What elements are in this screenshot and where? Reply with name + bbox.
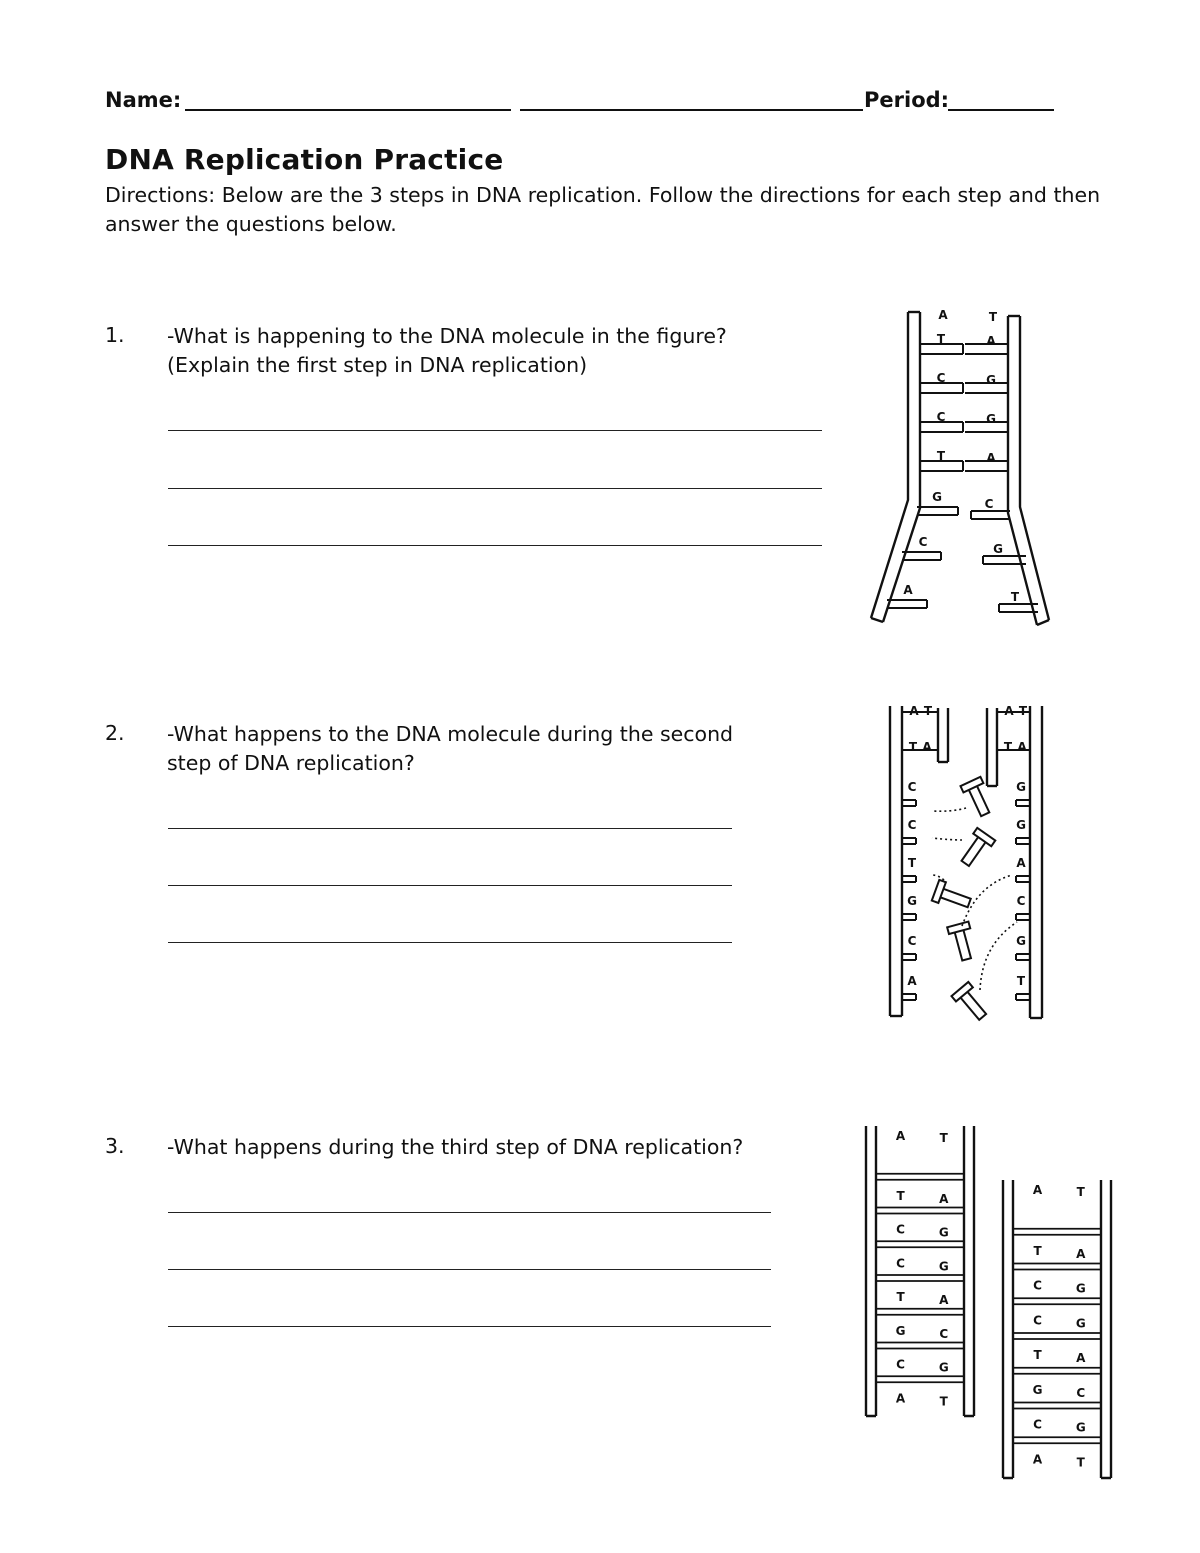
- period-label: Period:: [864, 88, 950, 112]
- base-label: C: [907, 818, 917, 832]
- answer-line-3a[interactable]: [168, 1212, 771, 1213]
- base-label: T: [896, 1188, 905, 1203]
- base-label: T: [939, 1394, 948, 1409]
- split-base-left: [917, 507, 958, 515]
- question-1-text: [167, 322, 727, 380]
- base-pair-rung: [1013, 1229, 1101, 1235]
- period-field[interactable]: [948, 109, 1054, 111]
- base-label: T: [923, 704, 933, 718]
- base-label: G: [932, 490, 942, 504]
- backbone-right: [964, 1126, 974, 1416]
- question-1-line-1: -What is happening to the DNA molecule in the figure?: [167, 324, 727, 348]
- base-label: A: [939, 1293, 949, 1307]
- base-pair-rung: [1013, 1264, 1101, 1270]
- base-label: T: [936, 449, 946, 463]
- base-pair-rung: [876, 1208, 964, 1214]
- base-label: G: [1075, 1281, 1086, 1296]
- base-label: T: [936, 332, 946, 346]
- exposed-base-left: [902, 800, 916, 806]
- base-label: G: [1016, 818, 1026, 832]
- exposed-base-right: [1016, 954, 1030, 960]
- base-label: T: [907, 856, 917, 870]
- base-label: G: [938, 1225, 949, 1240]
- base-label: T: [1018, 704, 1028, 718]
- base-label: T: [896, 1290, 905, 1304]
- base-label: C: [907, 780, 917, 794]
- base-pair-rung: [1013, 1333, 1101, 1339]
- base-label: A: [939, 1191, 949, 1206]
- base-label: G: [986, 412, 996, 426]
- base-label: A: [1076, 1351, 1086, 1365]
- base-label: C: [1033, 1313, 1042, 1328]
- name-field-continued[interactable]: [520, 109, 863, 111]
- answer-line-3c[interactable]: [168, 1326, 771, 1327]
- base-label: T: [1010, 590, 1020, 604]
- exposed-base-left: [902, 994, 916, 1000]
- base-label: G: [1032, 1382, 1043, 1397]
- answer-line-1c[interactable]: [168, 545, 822, 546]
- question-2-number: 2.: [105, 721, 125, 745]
- backbone-left: [866, 1126, 876, 1416]
- base-label: A: [895, 1129, 906, 1143]
- base-label: G: [1075, 1316, 1086, 1331]
- base-label: T: [1033, 1243, 1042, 1258]
- base-label: C: [896, 1222, 905, 1237]
- exposed-base-right: [1016, 838, 1030, 844]
- base-label: G: [907, 894, 917, 908]
- figure-1-dna-unzipping: [855, 300, 1060, 635]
- base-label: A: [986, 451, 996, 465]
- answer-line-3b[interactable]: [168, 1269, 771, 1270]
- base-label: C: [918, 535, 928, 549]
- base-label: G: [938, 1259, 949, 1274]
- exposed-base-left: [902, 876, 916, 882]
- base-pair-rung: [1013, 1368, 1101, 1374]
- base-label: C: [1033, 1417, 1042, 1432]
- base-label: A: [909, 704, 919, 718]
- exposed-base-right: [1016, 800, 1030, 806]
- base-label: G: [895, 1323, 906, 1338]
- backbone-right: [1101, 1180, 1111, 1478]
- base-pair-rung: [876, 1343, 964, 1349]
- base-pair-rung: [876, 1376, 964, 1382]
- base-label: G: [1016, 780, 1026, 794]
- base-label: A: [903, 583, 913, 597]
- question-3-number: 3.: [105, 1134, 125, 1158]
- exposed-base-left: [902, 838, 916, 844]
- split-base-left: [902, 552, 941, 560]
- backbone-left: [1003, 1180, 1013, 1478]
- base-label: T: [1076, 1185, 1085, 1199]
- base-label: G: [1075, 1420, 1086, 1435]
- figure-3-daughter-dna: [858, 1118, 1123, 1488]
- base-label: G: [938, 1360, 949, 1375]
- name-field[interactable]: [185, 109, 511, 111]
- split-base-right: [971, 511, 1010, 519]
- base-pair-rung: [1013, 1437, 1101, 1443]
- question-1-line-2: (Explain the first step in DNA replication): [167, 353, 588, 377]
- base-label: C: [939, 1326, 949, 1341]
- base-label: T: [1033, 1348, 1042, 1362]
- question-2-text: [167, 720, 733, 778]
- base-label: C: [936, 410, 946, 424]
- base-label: A: [938, 308, 948, 322]
- base-label: G: [986, 373, 996, 387]
- base-label: C: [1016, 894, 1026, 908]
- directions-text: Directions: Below are the 3 steps in DNA replication. Follow the directions for each step and then answer the questions below.: [105, 183, 1101, 236]
- exposed-base-left: [902, 914, 916, 920]
- base-label: T: [908, 740, 918, 754]
- base-label: C: [1076, 1385, 1086, 1400]
- base-pair-rung: [876, 1309, 964, 1315]
- question-2-line-1: -What happens to the DNA molecule during the second: [167, 722, 734, 746]
- base-label: A: [1017, 740, 1027, 754]
- base-label: A: [986, 334, 996, 348]
- exposed-base-left: [902, 954, 916, 960]
- base-label: C: [907, 934, 917, 948]
- base-label: A: [1004, 704, 1014, 718]
- base-label: G: [1016, 934, 1026, 948]
- base-label: A: [895, 1391, 906, 1406]
- base-pair-rung: [1013, 1403, 1101, 1409]
- base-label: T: [1076, 1455, 1085, 1470]
- question-3-text: -What happens during the third step of DNA replication?: [167, 1135, 744, 1159]
- exposed-base-right: [1016, 876, 1030, 882]
- question-1-number: 1.: [105, 323, 125, 347]
- question-2-line-2: step of DNA replication?: [167, 751, 415, 775]
- base-label: T: [939, 1131, 948, 1145]
- base-pair-rung: [876, 1275, 964, 1281]
- base-label: G: [993, 542, 1003, 556]
- base-label: C: [896, 1357, 905, 1372]
- exposed-base-right: [1016, 914, 1030, 920]
- base-label: A: [1076, 1246, 1086, 1261]
- exposed-base-right: [1016, 994, 1030, 1000]
- base-label: T: [1016, 974, 1026, 988]
- base-label: C: [896, 1256, 905, 1271]
- base-label: A: [1032, 1183, 1043, 1197]
- answer-line-2b[interactable]: [168, 885, 732, 886]
- answer-line-2c[interactable]: [168, 942, 732, 943]
- base-label: C: [936, 371, 946, 385]
- name-label: Name:: [105, 88, 182, 112]
- base-pair-rung: [876, 1241, 964, 1247]
- figure-2-dna-replicating: [882, 700, 1057, 1030]
- base-label: A: [1016, 856, 1026, 870]
- answer-line-1b[interactable]: [168, 488, 822, 489]
- page-title: DNA Replication Practice: [105, 143, 504, 176]
- answer-line-1a[interactable]: [168, 430, 822, 431]
- base-label: A: [907, 974, 917, 988]
- base-label: A: [922, 740, 932, 754]
- base-label: C: [984, 497, 994, 511]
- base-label: A: [1032, 1452, 1043, 1467]
- base-pair-rung: [876, 1174, 964, 1180]
- base-pair-rung: [1013, 1298, 1101, 1304]
- split-base-left: [887, 600, 927, 608]
- answer-line-2a[interactable]: [168, 828, 732, 829]
- base-label: T: [1003, 740, 1013, 754]
- base-label: T: [988, 310, 998, 324]
- base-label: C: [1033, 1278, 1042, 1293]
